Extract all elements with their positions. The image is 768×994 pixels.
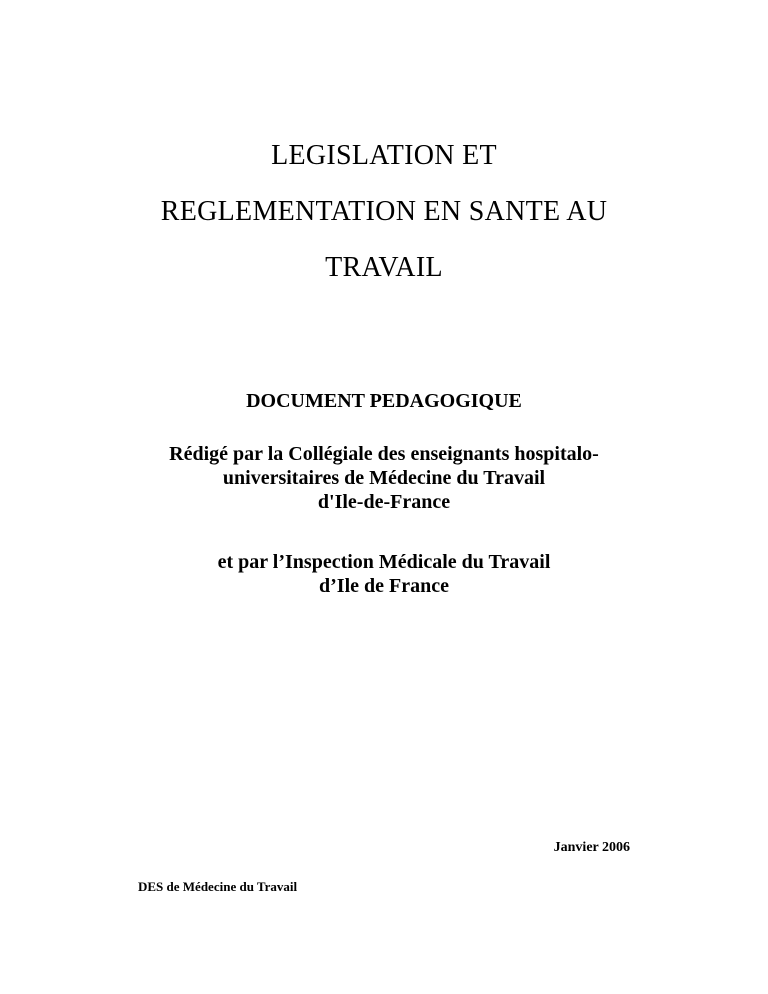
document-title	[0, 128, 768, 296]
authors-line-2: universitaires de Médecine du Travail	[222, 467, 546, 489]
authors-line-3: d'Ile-de-France	[317, 491, 451, 513]
title-line-1: LEGISLATION ET	[271, 140, 497, 171]
title-line-3: TRAVAIL	[325, 252, 443, 283]
title-line-2: REGLEMENTATION EN SANTE AU	[160, 196, 608, 227]
page-footer: DES de Médecine du Travail	[138, 879, 298, 894]
inspection-line-1: et par l’Inspection Médicale du Travail	[217, 551, 551, 573]
inspection-line-2: d’Ile de France	[319, 575, 449, 597]
publication-date: Janvier 2006	[553, 840, 630, 855]
authors-block	[0, 442, 768, 514]
authors-line-1: Rédigé par la Collégiale des enseignants hospitalo-	[169, 443, 599, 465]
document-subtitle: DOCUMENT PEDAGOGIQUE	[246, 390, 522, 412]
inspection-block	[0, 550, 768, 598]
